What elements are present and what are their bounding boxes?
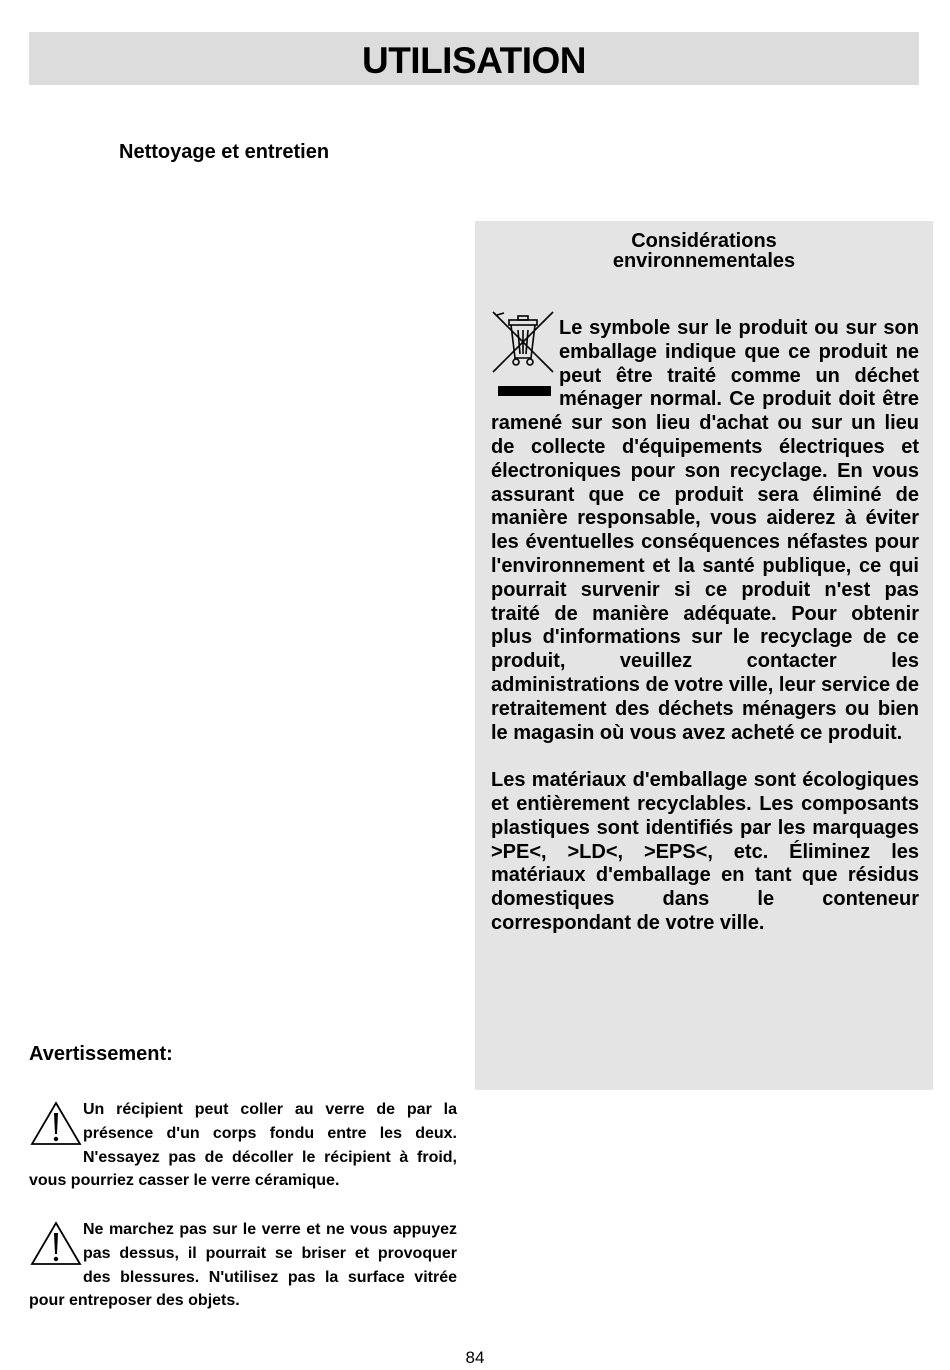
warning-triangle-icon [29, 1100, 83, 1146]
environment-paragraph-1: Le symbole sur le produit ou sur son emballage indique que ce produit ne peut être traité comme un déchet ménager normal. Ce produit doit être ramené sur son lieu d'achat ou sur un lieu de collecte d'équipements électriques et électroniques pour son recyclage. En vous assurant que ce produit sera éliminé de manière responsable, vous aiderez à éviter les éventuelles conséquences néfastes pour l'environnement et la santé publique, ce qui pourrait survenir si ce produit n'est pas traité de manière adéquate. Pour obtenir plus d'informations sur le recyclage de ce produit, veuillez contacter les administrations de votre ville, leur service de retraitement des déchets ménagers ou bien le magasin où vous avez acheté ce produit. [491, 317, 919, 744]
environment-title-line1: Considérations [631, 230, 777, 252]
crossed-out-bin-icon [491, 310, 559, 406]
environment-box [475, 221, 933, 1090]
warning-item-2 [29, 1218, 457, 1313]
warning-item-1 [29, 1098, 457, 1193]
header-bar [29, 32, 919, 85]
environment-paragraph-2: Les matériaux d'emballage sont écologiques et entièrement recyclables. Les composants plastiques sont identifiés par les marquages >PE<, >LD<, >EPS<, etc. Éliminez les matériaux d'emballage en tant que résidus domestiques dans le conteneur correspondant de votre ville. [491, 769, 919, 934]
page-title: UTILISATION [361, 40, 586, 81]
warning-triangle-icon [29, 1220, 83, 1266]
page-number: 84 [465, 1348, 485, 1367]
environment-title [475, 231, 933, 271]
warning-item-1-text: Un récipient peut coller au verre de par la présence d'un corps fondu entre les deux. N'essayez pas de décoller le récipient à froid, vous pourriez casser le verre céramique. [29, 1101, 457, 1190]
section-heading: Nettoyage et entretien [119, 141, 330, 163]
environment-body [491, 317, 919, 936]
environment-title-line2: environnementales [612, 250, 796, 272]
warning-item-2-text: Ne marchez pas sur le verre et ne vous appuyez pas dessus, il pourrait se briser et provoquer des blessures. N'utilisez pas la surface vitrée pour entreposer des objets. [29, 1221, 457, 1310]
warning-heading: Avertissement: [29, 1043, 173, 1065]
